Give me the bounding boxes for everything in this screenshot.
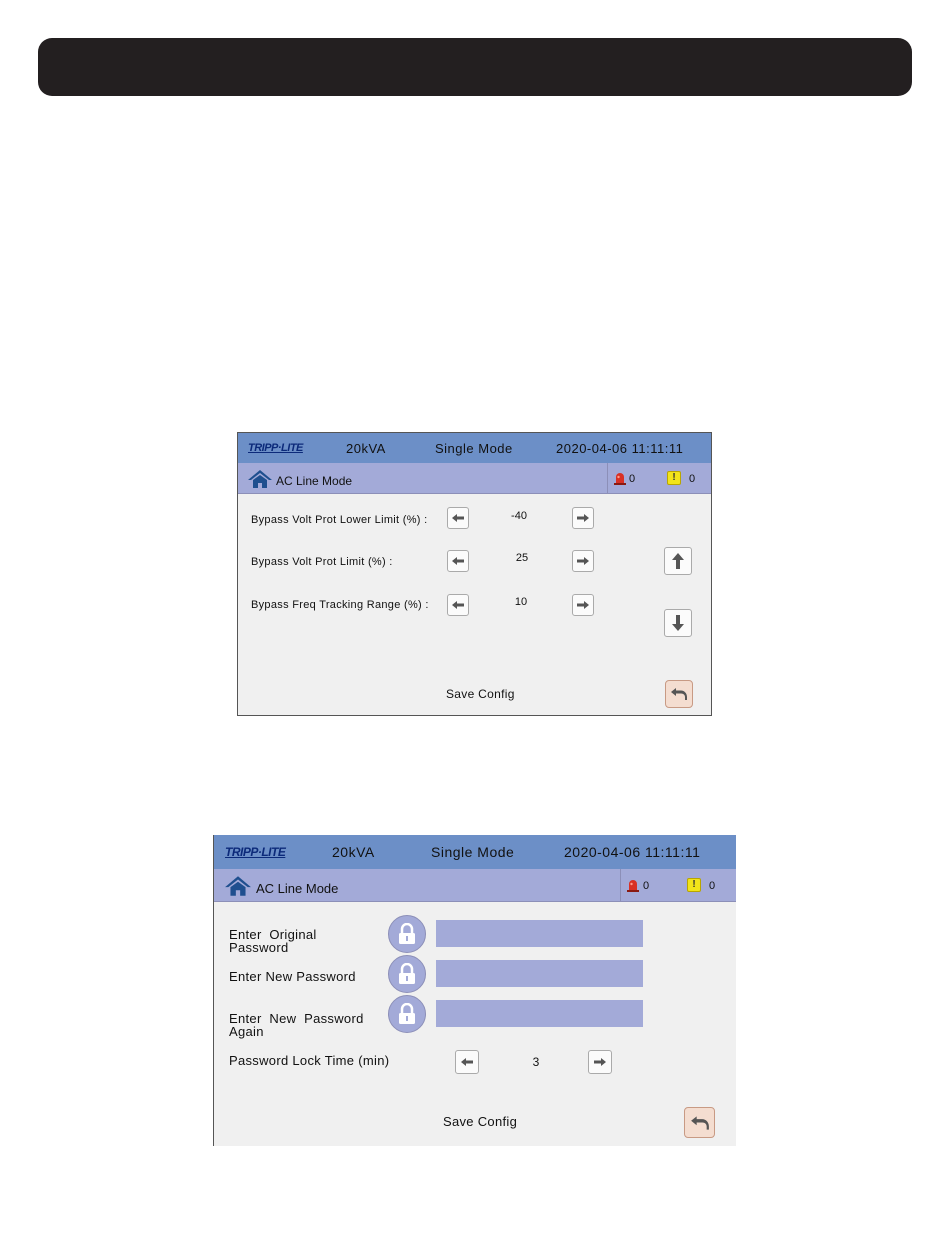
back-button[interactable]: [665, 680, 693, 708]
mode-label: Single Mode: [431, 844, 515, 860]
decrease-button[interactable]: [447, 594, 469, 616]
status-divider: [607, 463, 608, 493]
increase-button[interactable]: [572, 507, 594, 529]
lock-icon: [388, 995, 426, 1033]
arrow-right-icon: [577, 513, 589, 523]
setting-label: Bypass Volt Prot Lower Limit (%) :: [251, 514, 428, 526]
lock-time-label: Password Lock Time (min): [229, 1053, 390, 1068]
alarm-count: 0: [643, 880, 650, 892]
back-button[interactable]: [684, 1107, 715, 1138]
alarm-light-icon[interactable]: [614, 471, 626, 490]
return-arrow-icon: [670, 687, 688, 701]
page-header-bar: [38, 38, 912, 96]
arrow-right-icon: [577, 556, 589, 566]
warning-count: 0: [709, 880, 716, 892]
setting-value: -40: [511, 510, 527, 522]
confirm-password-label: Enter New Password Again: [229, 1011, 364, 1039]
increase-button[interactable]: [572, 550, 594, 572]
page-up-button[interactable]: [664, 547, 692, 575]
confirm-password-field[interactable]: [436, 1000, 643, 1027]
lock-icon: [388, 955, 426, 993]
increase-button[interactable]: [588, 1050, 612, 1074]
line-mode-label: AC Line Mode: [276, 474, 353, 488]
home-icon[interactable]: [224, 875, 252, 902]
tripp-lite-logo: TRIPP·LITE: [248, 442, 303, 454]
setting-value: 10: [514, 596, 528, 608]
lock-time-value: 3: [532, 1055, 540, 1069]
decrease-button[interactable]: [447, 507, 469, 529]
arrow-left-icon: [452, 556, 464, 566]
status-divider: [620, 869, 621, 901]
capacity-label: 20kVA: [346, 441, 386, 456]
arrow-right-icon: [577, 600, 589, 610]
lock-icon: [388, 915, 426, 953]
status-bar: [238, 463, 711, 494]
arrow-right-icon: [594, 1057, 606, 1067]
new-password-field[interactable]: [436, 960, 643, 987]
alarm-light-icon[interactable]: [627, 878, 639, 897]
original-password-label: Enter Original Password: [229, 927, 317, 955]
home-icon[interactable]: [247, 469, 273, 494]
capacity-label: 20kVA: [332, 844, 375, 860]
arrow-up-icon: [672, 553, 684, 569]
save-config-button[interactable]: Save Config: [446, 687, 515, 701]
new-password-label: Enter New Password: [229, 969, 356, 984]
setting-label: Bypass Freq Tracking Range (%) :: [251, 599, 429, 611]
title-bar: [238, 433, 711, 463]
warning-icon[interactable]: !: [687, 878, 701, 892]
increase-button[interactable]: [572, 594, 594, 616]
decrease-button[interactable]: [455, 1050, 479, 1074]
warning-icon[interactable]: !: [667, 471, 681, 485]
arrow-left-icon: [461, 1057, 473, 1067]
original-password-field[interactable]: [436, 920, 643, 947]
datetime-label: 2020-04-06 11:11:11: [556, 441, 684, 456]
return-arrow-icon: [690, 1115, 710, 1131]
mode-label: Single Mode: [435, 441, 513, 456]
line-mode-label: AC Line Mode: [256, 881, 339, 896]
password-settings-screen: [213, 835, 736, 1146]
warning-count: 0: [689, 473, 696, 485]
save-config-button[interactable]: Save Config: [443, 1114, 518, 1129]
page-down-button[interactable]: [664, 609, 692, 637]
arrow-left-icon: [452, 513, 464, 523]
title-bar: [214, 835, 736, 869]
arrow-down-icon: [672, 615, 684, 631]
arrow-left-icon: [452, 600, 464, 610]
datetime-label: 2020-04-06 11:11:11: [564, 844, 701, 860]
decrease-button[interactable]: [447, 550, 469, 572]
status-bar: [214, 869, 736, 902]
setting-value: 25: [515, 552, 529, 564]
tripp-lite-logo: TRIPP·LITE: [225, 845, 286, 859]
setting-label: Bypass Volt Prot Limit (%) :: [251, 556, 393, 568]
alarm-count: 0: [629, 473, 636, 485]
bypass-settings-screen: [237, 432, 712, 716]
